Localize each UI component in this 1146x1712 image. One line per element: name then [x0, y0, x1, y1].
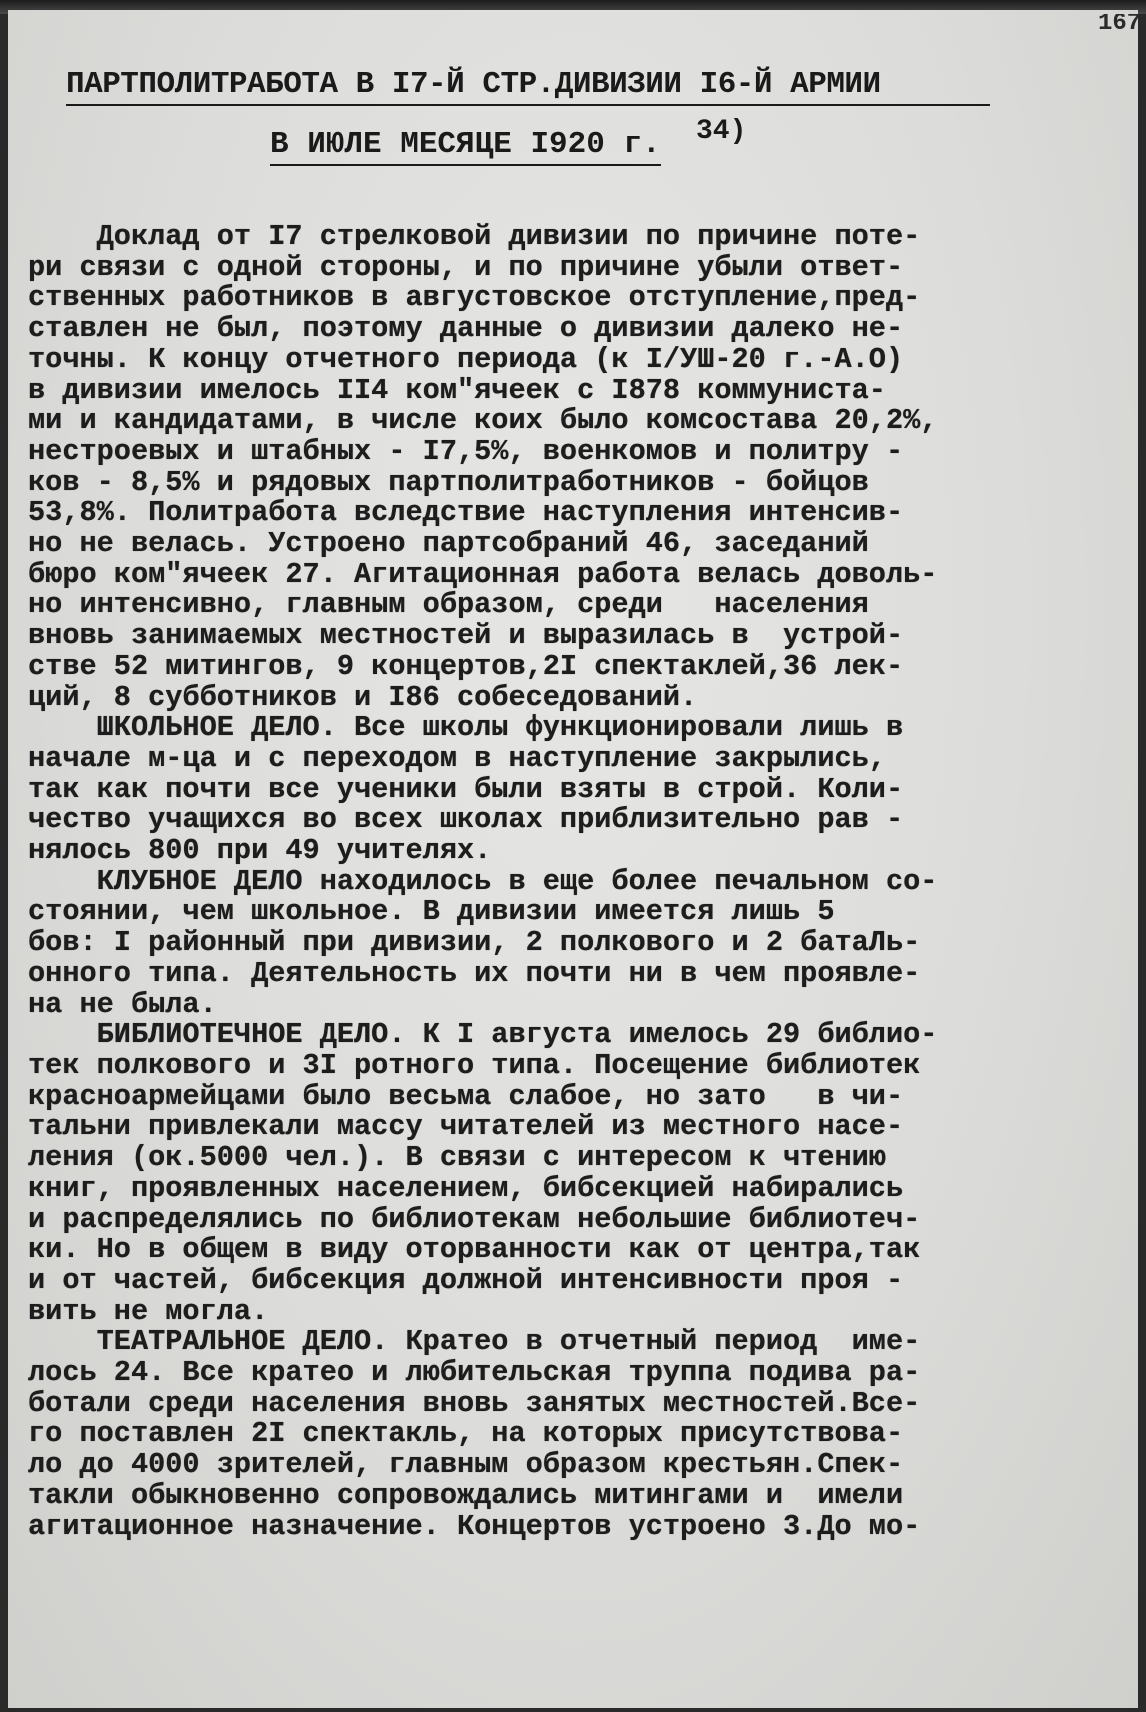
- body-text-line: го поставлен 2I спектакль, на которых присутствова-: [28, 1417, 904, 1451]
- body-text-line: начале м-ца и с переходом в наступление закрылись,: [28, 741, 886, 775]
- page-number: 167: [1098, 14, 1142, 34]
- body-text-line: такли обыкновенно сопровождались митингами и имели: [28, 1478, 904, 1512]
- body-text-line: тек полкового и 3I ротного типа. Посещение библиотек: [28, 1048, 921, 1082]
- body-text-line: ШКОЛЬНОЕ ДЕЛО. Все школы функционировали лишь в: [28, 711, 904, 745]
- body-text-line: в дивизии имелось II4 ком"ячеек с I878 коммуниста-: [28, 373, 886, 407]
- body-text-line: ри связи с одной стороны, и по причине убыли ответ-: [28, 250, 904, 284]
- body-text-line: чество учащихся во всех школах приблизительно рав -: [28, 803, 904, 837]
- body-text-line: стоянии, чем школьное. В дивизии имеется лишь 5: [28, 895, 835, 929]
- body-text-line: ков - 8,5% и рядовых партполитработников - бойцов: [28, 465, 869, 499]
- body-text-line: книг, проявленных населением, бибсекцией набирались: [28, 1171, 904, 1205]
- body-text-line: ки. Но в общем в виду оторванности как от центра,так: [28, 1233, 921, 1267]
- body-text-line: 53,8%. Политработа вследствие наступления интенсив-: [28, 496, 904, 530]
- body-text-line: но не велась. Устроено партсобраний 46, заседаний: [28, 527, 869, 561]
- footnote-reference: 34): [696, 116, 747, 147]
- body-text-line: ТЕАТРАЛЬНОЕ ДЕЛО. Кратео в отчетный период име-: [28, 1325, 921, 1359]
- body-text-line: КЛУБНОЕ ДЕЛО находилось в еще более печальном со-: [28, 864, 938, 898]
- body-text-line: красноармейцами было весьма слабое, но зато в чи-: [28, 1079, 904, 1113]
- body-text-line: тальни привлекали массу читателей из местного насе-: [28, 1110, 904, 1144]
- body-text-line: на не была.: [28, 987, 217, 1021]
- body-text-line: агитационное назначение. Концертов устроено 3.До мо-: [28, 1509, 921, 1543]
- body-text-line: вить не могла.: [28, 1294, 269, 1328]
- body-text-line: стве 52 митингов, 9 концертов,2I спектаклей,36 лек-: [28, 649, 904, 683]
- body-text-line: но интенсивно, главным образом, среди населения: [28, 588, 869, 622]
- document-title-line-2: В ИЮЛЕ МЕСЯЦЕ I920 г.: [270, 126, 661, 166]
- body-text-line: точны. К концу отчетного периода (к I/УШ-20 г.-А.О): [28, 342, 904, 376]
- body-text-line: ственных работников в августовское отступление,пред-: [28, 281, 921, 315]
- body-text-line: онного типа. Деятельность их почти ни в чем проявле-: [28, 956, 921, 990]
- body-text-line: лось 24. Все кратео и любительская труппа подива ра-: [28, 1356, 921, 1390]
- document-page: [8, 10, 1142, 1708]
- body-text-line: и от частей, бибсекция должной интенсивности проя -: [28, 1263, 904, 1297]
- body-text-line: ций, 8 субботников и I86 собеседований.: [28, 680, 698, 714]
- body-text-line: нестроевых и штабных - I7,5%, военкомов и политру -: [28, 434, 904, 468]
- body-text-line: ло до 4000 зрителей, главным образом крестьян.Спек-: [28, 1448, 904, 1482]
- document-title-line-1: ПАРТПОЛИТРАБОТА В I7-Й СТР.ДИВИЗИИ I6-Й АРМИИ: [66, 66, 990, 106]
- body-text-line: БИБЛИОТЕЧНОЕ ДЕЛО. К I августа имелось 29 библио-: [28, 1018, 938, 1052]
- body-text-line: бов: I районный при дивизии, 2 полкового и 2 батаЛь-: [28, 926, 921, 960]
- body-text-line: ботали среди населения вновь занятых местностей.Все-: [28, 1386, 921, 1420]
- body-text-line: Доклад от I7 стрелковой дивизии по причине поте-: [28, 220, 921, 253]
- body-text-line: и распределялись по библиотекам небольшие библиотеч-: [28, 1202, 921, 1236]
- body-text-line: ставлен не был, поэтому данные о дивизии далеко не-: [28, 312, 904, 346]
- body-text-line: вновь занимаемых местностей и выразилась в устрой-: [28, 619, 904, 653]
- body-text-line: бюро ком"ячеек 27. Агитационная работа велась доволь-: [28, 557, 938, 591]
- body-text-line: ми и кандидатами, в числе коих было комсостава 20,2%,: [28, 404, 938, 438]
- body-text-line: ления (ок.5000 чел.). В связи с интересом к чтению: [28, 1141, 886, 1175]
- document-body: [28, 222, 1078, 1542]
- body-text-line: нялось 800 при 49 учителях.: [28, 834, 492, 868]
- body-text-line: так как почти все ученики были взяты в строй. Коли-: [28, 772, 904, 806]
